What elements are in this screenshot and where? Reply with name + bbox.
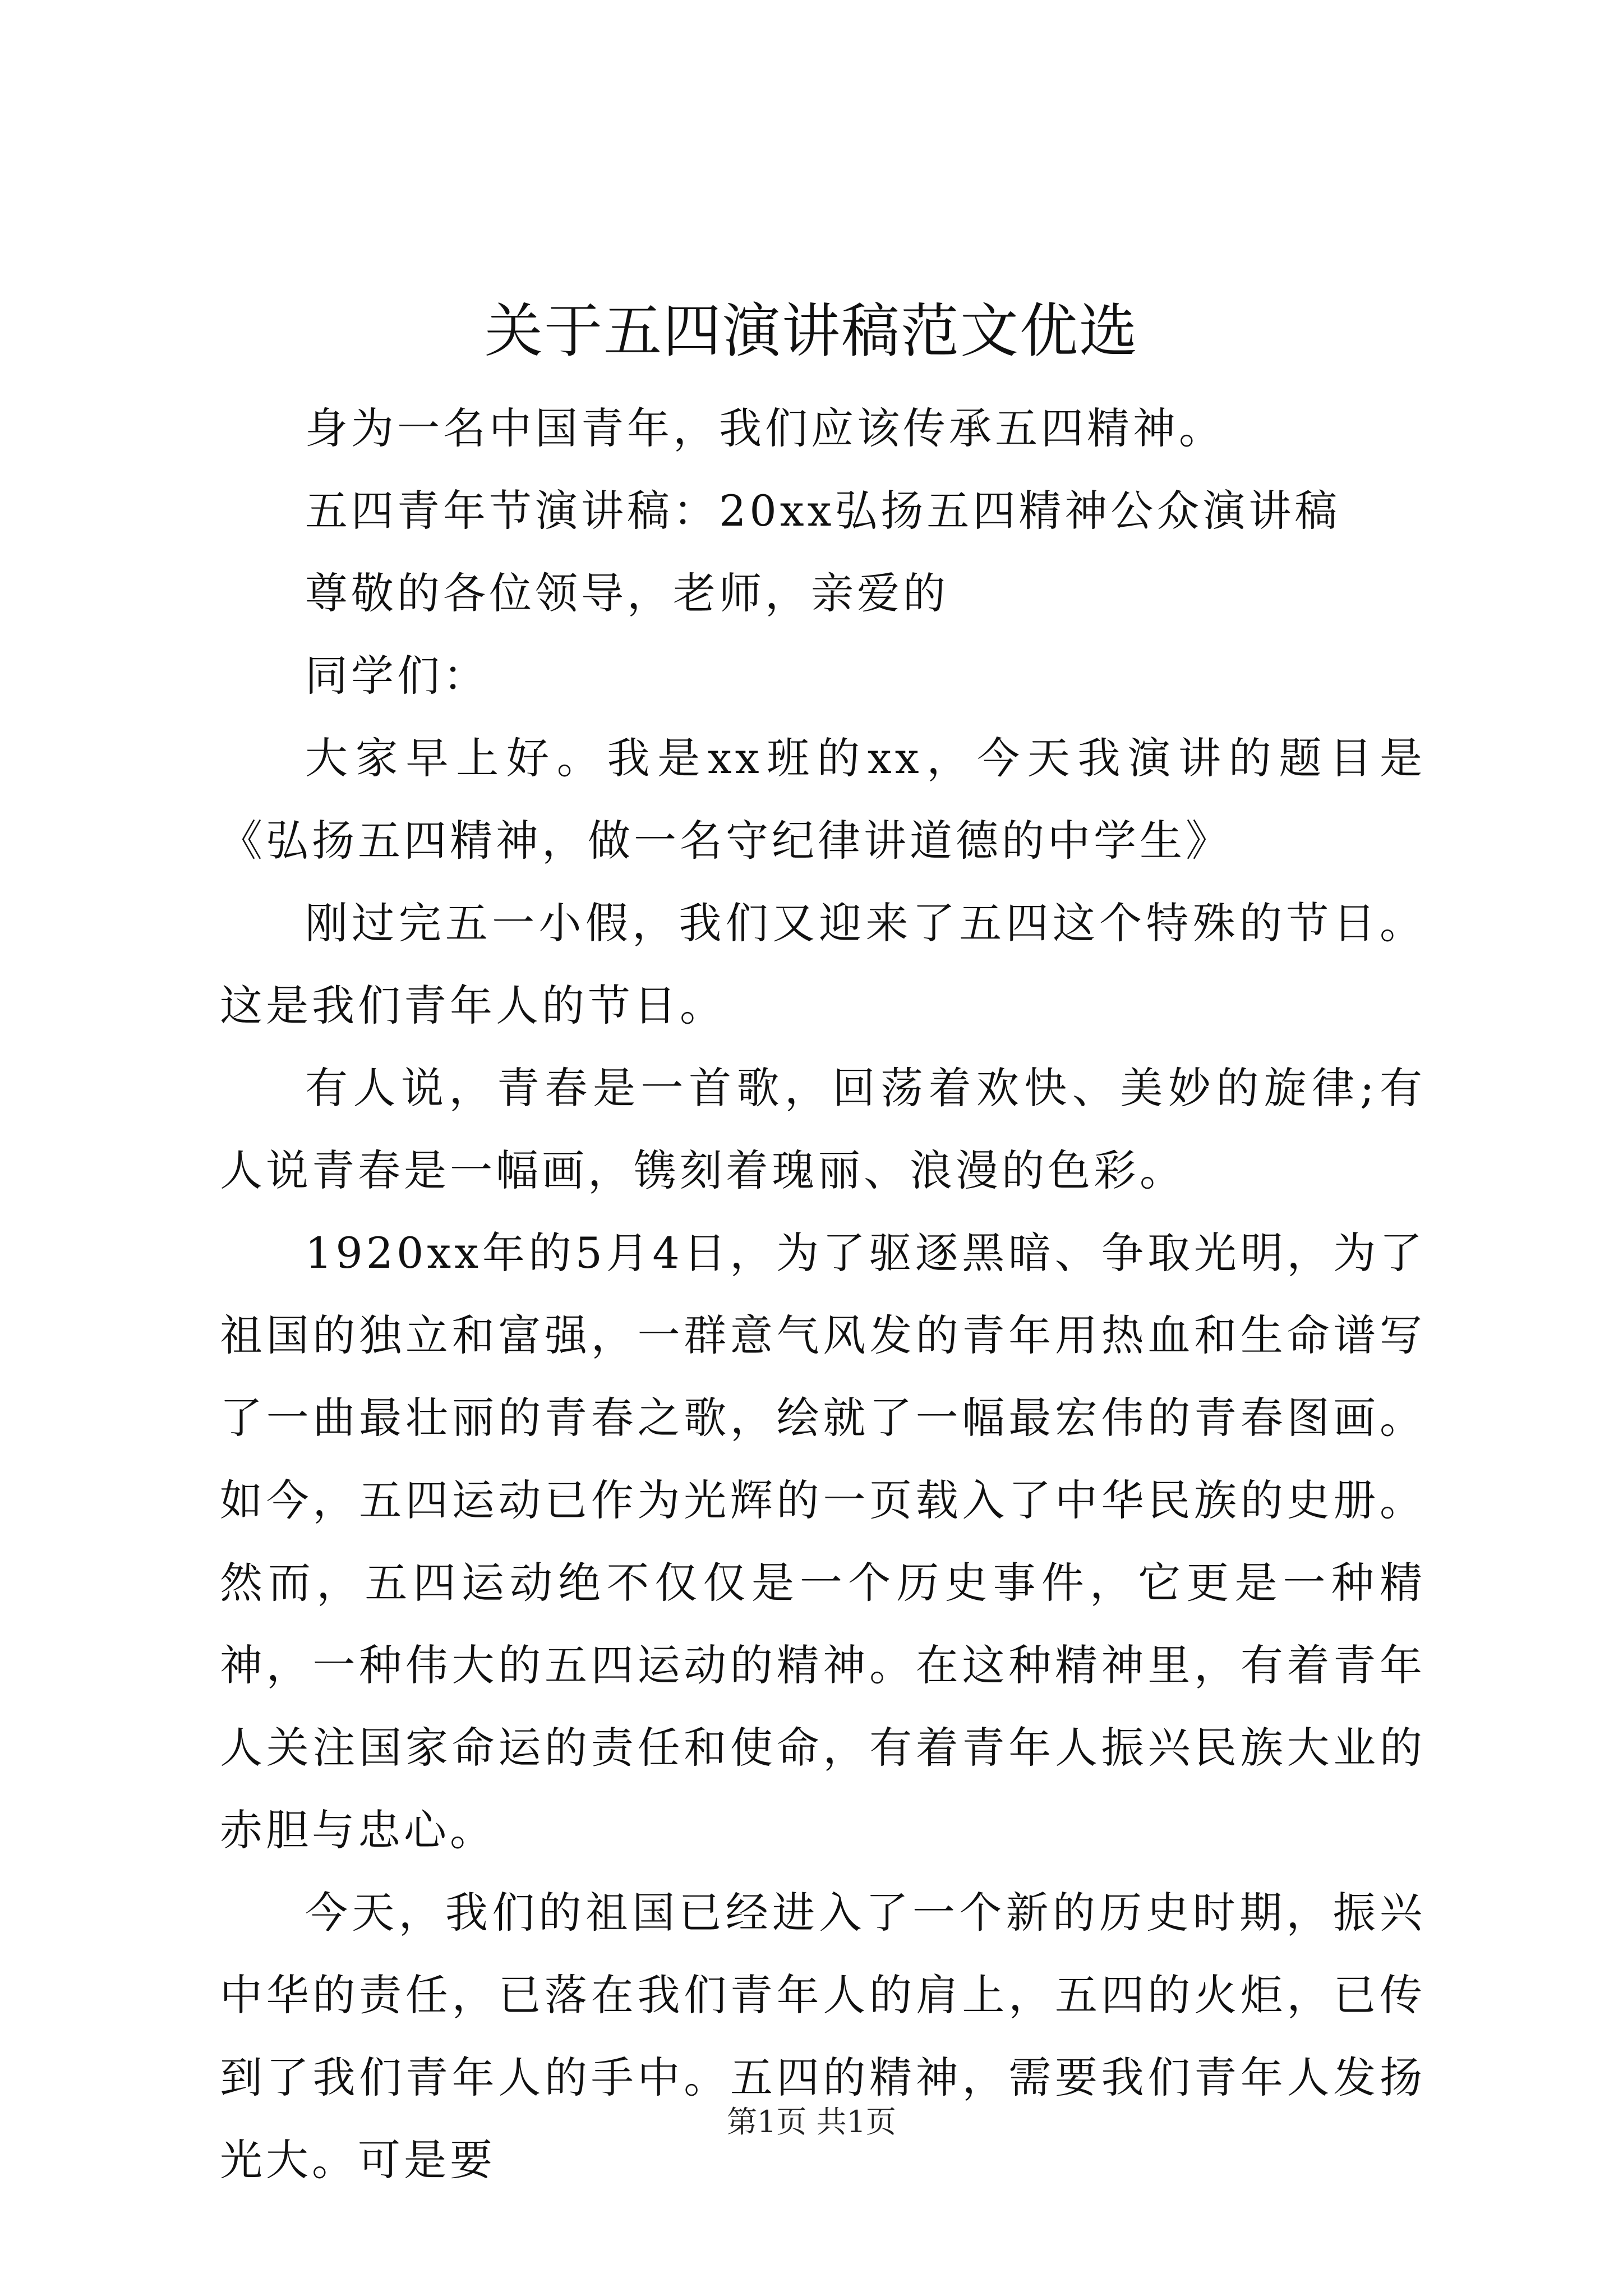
paragraph: 身为一名中国青年，我们应该传承五四精神。: [305, 403, 1225, 453]
paragraph: 今天，我们的祖国已经进入了一个新的历史时期，振兴中华的责任，已落在我们青年人的肩上，五四的火炬，已传到了我们青年人的手中。五四的精神，需要我们青年人发扬光大。可是要: [220, 1888, 1426, 2185]
paragraph: 五四青年节演讲稿：20xx弘扬五四精神公众演讲稿: [305, 486, 1341, 536]
page-number-footer: 第1页 共1页: [727, 2104, 896, 2139]
paragraph: 尊敬的各位领导，老师，亲爱的: [305, 568, 949, 618]
paragraph: 有人说，青春是一首歌，回荡着欢快、美妙的旋律;有人说青春是一幅画，镌刻着瑰丽、浪漫的色彩。: [220, 1063, 1426, 1195]
document-body: [220, 387, 1426, 2201]
paragraph: 大家早上好。我是xx班的xx，今天我演讲的题目是《弘扬五四精神，做一名守纪律讲道德的中学生》: [220, 733, 1426, 866]
paragraph: 1920xx年的5月4日，为了驱逐黑暗、争取光明，为了祖国的独立和富强，一群意气风发的青年用热血和生命谱写了一曲最壮丽的青春之歌，绘就了一幅最宏伟的青春图画。如今，五四运动已作为光辉的一页载入了中华民族的史册。然而，五四运动绝不仅仅是一个历史事件，它更是一种精神，一种伟大的五四运动的精神。在这种精神里，有着青年人关注国家命运的责任和使命，有着青年人振兴民族大业的赤胆与忠心。: [220, 1228, 1426, 1855]
paragraph: 同学们：: [305, 651, 489, 701]
paragraph: 刚过完五一小假，我们又迎来了五四这个特殊的节日。这是我们青年人的节日。: [220, 898, 1426, 1030]
document-title: 关于五四演讲稿范文优选: [484, 297, 1138, 365]
